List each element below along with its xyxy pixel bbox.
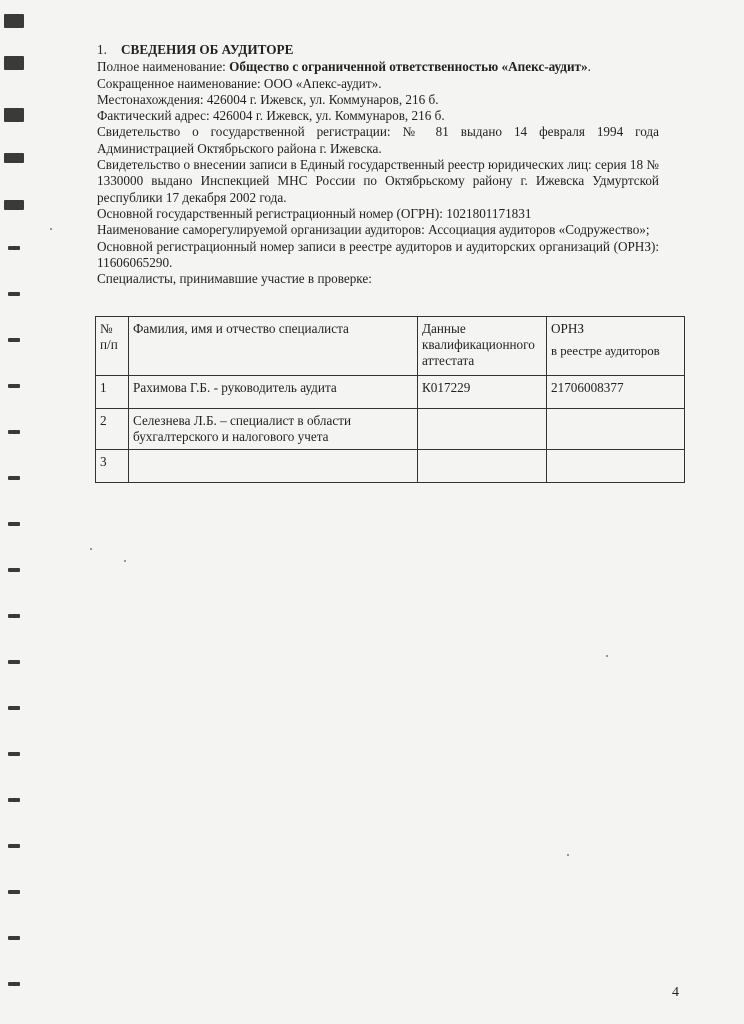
header-ornz (547, 317, 685, 376)
row-num: 3 (96, 450, 129, 483)
scan-speck (50, 228, 52, 230)
page-number: 4 (672, 985, 679, 1000)
header-name: Фамилия, имя и отчество специалиста (129, 317, 418, 376)
location-line: Местонахождения: 426004 г. Ижевск, ул. Коммунаров, 216 б. (97, 91, 439, 107)
ornz-line: Основной регистрационный номер записи в реестре аудиторов и аудиторских организаций (ОРНЗ): 11606065290. (97, 238, 659, 270)
row-ornz: 21706008377 (547, 376, 685, 409)
short-name-line: Сокращенное наименование: ООО «Апекс-аудит». (97, 75, 382, 91)
specialists-table (95, 316, 685, 483)
binding-hole (4, 153, 24, 163)
full-name-label: Полное наименование: (97, 59, 226, 75)
binding-hole (8, 982, 20, 986)
section-number: 1. (97, 42, 107, 57)
binding-hole (8, 568, 20, 572)
binding-hole (8, 614, 20, 618)
binding-hole (8, 936, 20, 940)
row-name (129, 450, 418, 483)
scan-speck (124, 560, 126, 562)
binding-hole (8, 292, 20, 296)
binding-hole (8, 338, 20, 342)
row-num: 1 (96, 376, 129, 409)
scan-speck (90, 548, 92, 550)
registration-certificate: Свидетельство о государственной регистрации: № 81 выдано 14 февраля 1994 года Администрацией Октябрьского района г. Ижевска. (97, 124, 659, 156)
binding-strip (0, 0, 40, 1024)
row-num: 2 (96, 409, 129, 450)
scan-speck (567, 854, 569, 856)
binding-hole (8, 246, 20, 250)
header-ornz-title: ОРНЗ (551, 321, 584, 336)
actual-address-line: Фактический адрес: 426004 г. Ижевск, ул. Коммунаров, 216 б. (97, 108, 445, 124)
table-row (96, 376, 685, 409)
binding-hole (8, 660, 20, 664)
binding-hole (8, 430, 20, 434)
table-row (96, 450, 685, 483)
full-name-line (97, 59, 659, 75)
header-cert: Данные квалификационного аттестата (418, 317, 547, 376)
row-name: Рахимова Г.Б. - руководитель аудита (129, 376, 418, 409)
binding-hole (8, 384, 20, 388)
row-cert (418, 450, 547, 483)
section-title: СВЕДЕНИЯ ОБ АУДИТОРЕ (121, 42, 294, 57)
row-cert: К017229 (418, 376, 547, 409)
table-header-row (96, 317, 685, 376)
binding-hole (8, 752, 20, 756)
binding-hole (8, 522, 20, 526)
auditor-info-section (97, 42, 659, 287)
specialists-intro: Специалисты, принимавшие участие в проверке: (97, 271, 372, 287)
binding-hole (4, 108, 24, 122)
row-ornz (547, 409, 685, 450)
section-heading (97, 42, 659, 58)
table-row (96, 409, 685, 450)
full-name-end: . (587, 59, 591, 75)
binding-hole (4, 200, 24, 210)
row-ornz (547, 450, 685, 483)
binding-hole (4, 14, 24, 28)
binding-hole (8, 706, 20, 710)
sro-name: Наименование саморегулируемой организации аудиторов: Ассоциация аудиторов «Содружество»; (97, 222, 650, 238)
binding-hole (8, 476, 20, 480)
header-ornz-sub: в реестре аудиторов (551, 344, 660, 358)
row-name: Селезнева Л.Б. – специалист в области бухгалтерского и налогового учета (129, 409, 418, 450)
binding-hole (8, 844, 20, 848)
register-entry-certificate: Свидетельство о внесении записи в Единый государственный реестр юридических лиц: серия 18 № 1330000 выдано Инспекцией МНС России по Октябрьскому району г. Ижевска Удмуртской республики 17 декабря 2002 года. (97, 157, 659, 205)
row-cert (418, 409, 547, 450)
full-name-value: Общество с ограниченной ответственностью «Апекс-аудит» (229, 59, 588, 75)
ogrn-line: Основной государственный регистрационный номер (ОГРН): 1021801171831 (97, 205, 532, 221)
header-num: № п/п (96, 317, 129, 376)
binding-hole (8, 798, 20, 802)
binding-hole (8, 890, 20, 894)
binding-hole (4, 56, 24, 70)
scan-speck (606, 655, 608, 657)
